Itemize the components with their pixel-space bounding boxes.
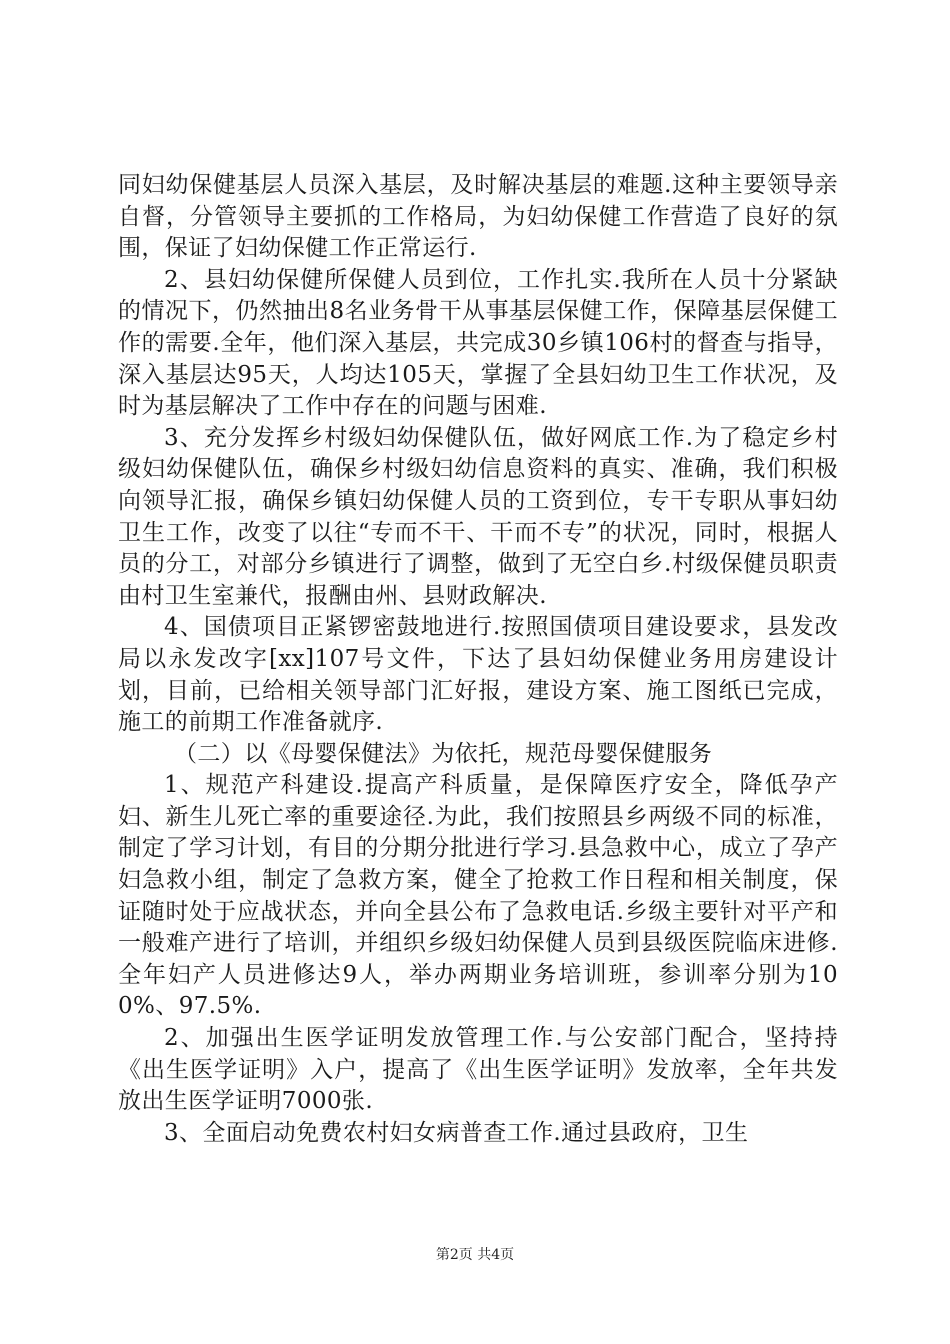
section-heading: （二）以《母婴保健法》为依托，规范母婴保健服务	[174, 740, 713, 767]
document-body	[118, 170, 838, 1149]
page-number-footer: 第2页 共4页	[435, 1247, 515, 1263]
paragraph-item-3: 3、充分发挥乡村级妇幼保健队伍，做好网底工作.为了稳定乡村级妇幼保健队伍，确保乡村级妇幼信息资料的真实、准确，我们积极向领导汇报，确保乡镇妇幼保健人员的工资到位，专干专职从事妇幼卫生工作，改变了以往“专而不干、干而不专”的状况，同时，根据人员的分工，对部分乡镇进行了调整，做到了无空白乡.村级保健员职责由村卫生室兼代，报酬由州、县财政解决.	[118, 424, 838, 609]
paragraph-item-4: 4、国债项目正紧锣密鼓地进行.按照国债项目建设要求，县发改局以永发改字[xx]107号文件，下达了县妇幼保健业务用房建设计划，目前，已给相关领导部门汇好报，建设方案、施工图纸已完成，施工的前期工作准备就序.	[118, 614, 838, 736]
paragraph-item-2: 2、县妇幼保健所保健人员到位，工作扎实.我所在人员十分紧缺的情况下，仍然抽出8名业务骨干从事基层保健工作，保障基层保健工作的需要.全年，他们深入基层，共完成30乡镇106村的督查与指导，深入基层达95天，人均达105天，掌握了全县妇幼卫生工作状况，及时为基层解决了工作中存在的问题与困难.	[118, 266, 838, 420]
paragraph-section2-item-1: 1、规范产科建设.提高产科质量，是保障医疗安全，降低孕产妇、新生儿死亡率的重要途径.为此，我们按照县乡两级不同的标准，制定了学习计划，有目的分期分批进行学习.县急救中心，成立了孕产妇急救小组，制定了急救方案，健全了抢救工作日程和相关制度，保证随时处于应战状态，并向全县公布了急救电话.乡级主要针对平产和一般难产进行了培训，并组织乡级妇幼保健人员到县级医院临床进修.全年妇产人员进修达9人，举办两期业务培训班，参训率分别为100%、97.5%.	[118, 772, 838, 1020]
paragraph-continuation: 同妇幼保健基层人员深入基层，及时解决基层的难题.这种主要领导亲自督，分管领导主要抓的工作格局，为妇幼保健工作营造了良好的氛围，保证了妇幼保健工作正常运行.	[118, 172, 838, 262]
paragraph-section2-item-3: 3、全面启动免费农村妇女病普查工作.通过县政府，卫生	[164, 1119, 749, 1146]
paragraph-section2-item-2: 2、加强出生医学证明发放管理工作.与公安部门配合，坚持持《出生医学证明》入户，提高了《出生医学证明》发放率，全年共发放出生医学证明7000张.	[118, 1025, 838, 1115]
